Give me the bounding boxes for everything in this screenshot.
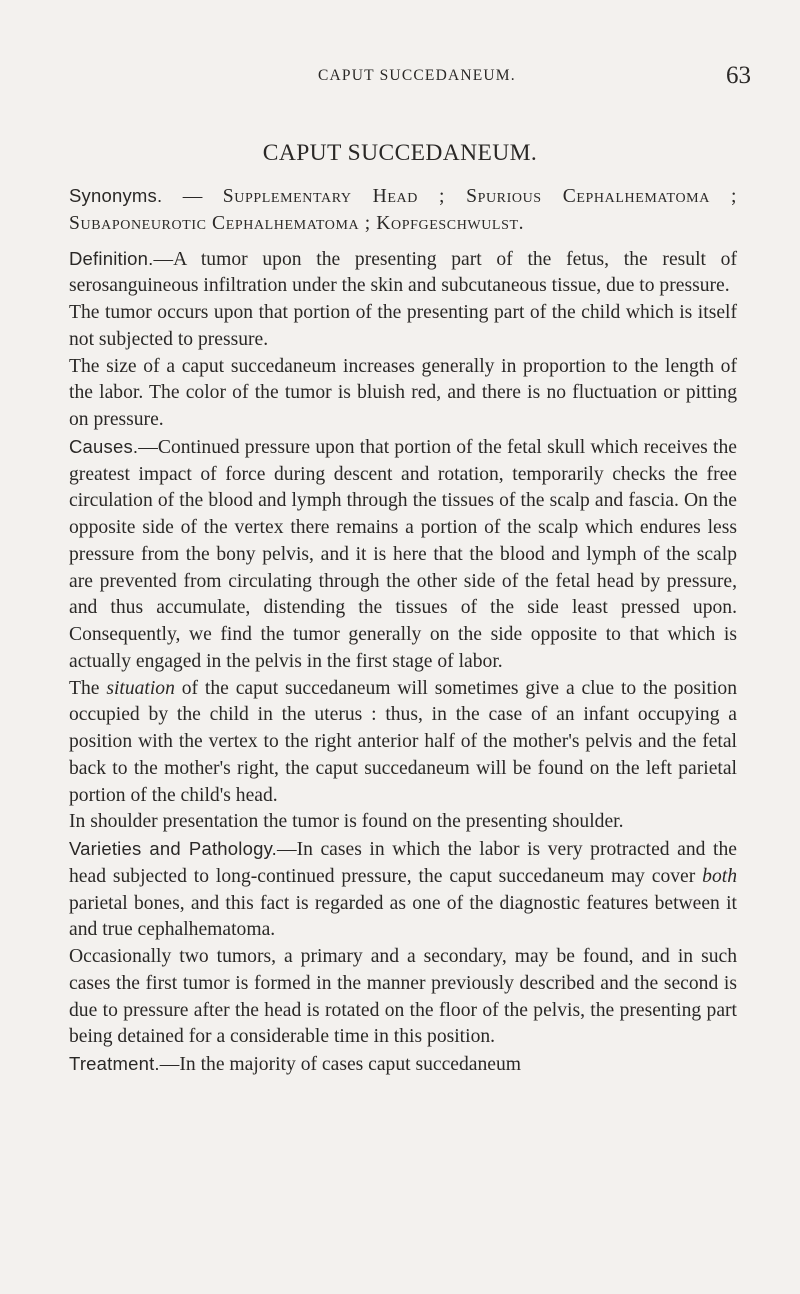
varieties-pre: —In cases in which the labor is very protracted and the head subjected to long-continued pressure, the caput succedaneum may cover bbox=[69, 839, 737, 887]
situation-pre: The bbox=[69, 677, 107, 699]
synonyms-text: Supplementary Head ; Spurious Cephalhematoma ; Subaponeurotic Cephalhematoma ; Kopfgeschwulst. bbox=[69, 186, 737, 234]
size-paragraph: The size of a caput succedaneum increases generally in proportion to the length of the labor. The color of the tumor is bluish red, and there is no fluctuation or pitting on pressure. bbox=[69, 355, 737, 430]
body-text bbox=[69, 183, 737, 1079]
definition-paragraph bbox=[69, 246, 737, 301]
causes-paragraph bbox=[69, 434, 737, 676]
treatment-paragraph bbox=[69, 1051, 737, 1079]
treatment-text: —In the majority of cases caput succedaneum bbox=[159, 1054, 522, 1075]
synonyms-label: Synonyms. bbox=[69, 185, 163, 206]
situation-post: of the caput succedaneum will sometimes give a clue to the position occupied by the child in the uterus : thus, in the case of an infant occupying a position with the vertex to the right anterior half of the mother's pelvis and the fetal back to the mother's right, the caput succedaneum will be found on the left parietal portion of the child's head. bbox=[69, 677, 737, 806]
varieties-label: Varieties and Pathology. bbox=[69, 838, 277, 859]
causes-label: Causes. bbox=[69, 435, 139, 457]
definition-text: —A tumor upon the presenting part of the fetus, the result of serosanguineous infiltration under the skin and subcutaneous tissue, due to pressure. bbox=[69, 248, 737, 297]
situation-paragraph bbox=[69, 676, 737, 810]
page-number: 63 bbox=[726, 62, 751, 89]
treatment-label: Treatment. bbox=[69, 1053, 160, 1074]
occurs-paragraph: The tumor occurs upon that portion of the presenting part of the child which is itself not subjected to pressure. bbox=[69, 302, 737, 350]
occasionally-paragraph: Occasionally two tumors, a primary and a secondary, may be found, and in such cases the first tumor is formed in the manner previously described and the second is due to pressure after the head is rotated on the floor of the pelvis, the presenting part being detained for a considerable time in this position. bbox=[69, 946, 737, 1048]
varieties-post: parietal bones, and this fact is regarded as one of the diagnostic features between it and true cephalhematoma. bbox=[69, 892, 737, 941]
situation-emphasis: situation bbox=[106, 677, 175, 699]
causes-text: —Continued pressure upon that portion of the fetal skull which receives the greatest impact of force during descent and rotation, temporarily checks the free circulation of the blood and lymph through the tissues of the scalp and fascia. On the opposite side of the vertex there remains a portion of the scalp which endures less pressure from the bony pelvis, and it is here that the blood and lymph of the scalp are prevented from circulating through the other side of the fetal head by pressure, and thus accumulate, distending the tissues of the side least pressed upon. Consequently, we find the tumor generally on the side opposite to that which is actually engaged in the pelvis in the first stage of labor. bbox=[69, 436, 737, 672]
running-head bbox=[0, 64, 800, 104]
shoulder-paragraph: In shoulder presentation the tumor is found on the presenting shoulder. bbox=[69, 811, 624, 833]
varieties-emphasis: both bbox=[702, 865, 737, 887]
varieties-paragraph bbox=[69, 836, 737, 944]
chapter-title: CAPUT SUCCEDANEUM. bbox=[262, 140, 538, 166]
synonyms-dash: — bbox=[162, 186, 223, 207]
running-head-title: CAPUT SUCCEDANEUM. bbox=[318, 67, 516, 84]
definition-label: Definition. bbox=[69, 247, 154, 269]
synonyms-paragraph bbox=[69, 183, 737, 238]
